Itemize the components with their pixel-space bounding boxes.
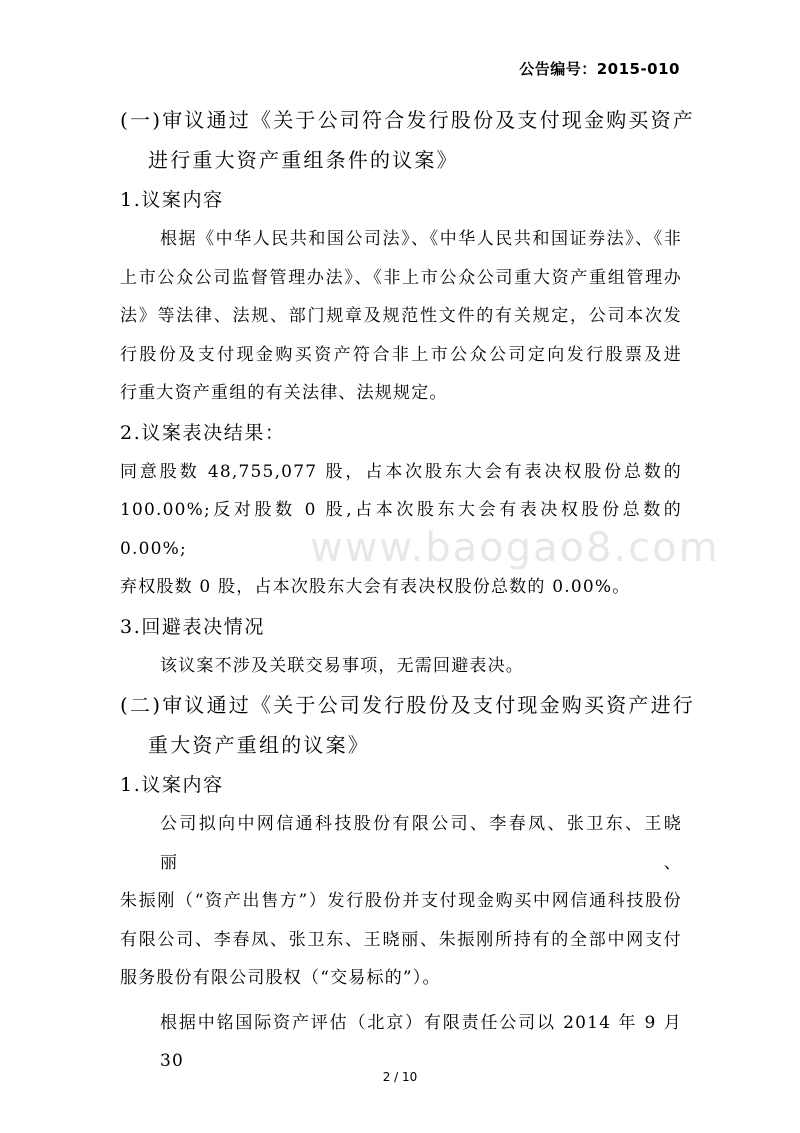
section2-title-line1: (二)审议通过《关于公司发行股份及支付现金购买资产进行 bbox=[120, 693, 696, 717]
section1-item2-heading: 2.议案表决结果： bbox=[120, 421, 286, 444]
paragraph-line: 公司拟向中网信通科技股份有限公司、李春凤、张卫东、王晓丽、 bbox=[160, 814, 682, 873]
paragraph-line: 服务股份有限公司股权（“交易标的”）。 bbox=[120, 968, 441, 988]
paragraph-line: 行股份及支付现金购买资产符合非上市公众公司定向发行股票及进 bbox=[120, 344, 682, 365]
section1-item3-text: 该议案不涉及关联交易事项，无需回避表决。 bbox=[160, 655, 524, 676]
paragraph-line: 朱振刚（“资产出售方”）发行股份并支付现金购买中网信通科技股份 bbox=[120, 891, 682, 911]
section1-vote-results bbox=[120, 453, 682, 607]
section1-title-line1: (一)审议通过《关于公司符合发行股份及支付现金购买资产 bbox=[120, 108, 696, 132]
paragraph-line: 法》等法律、法规、部门规章及规范性文件的有关规定，公司本次发 bbox=[120, 306, 682, 326]
page-number: 2 / 10 bbox=[382, 1070, 418, 1084]
section2-item1-paragraph bbox=[120, 805, 682, 998]
vote-line-oppose: 100.00%;反对股数 0 股,占本次股东大会有表决权股份总数的 0.00%; bbox=[120, 500, 682, 559]
section1-title-line2: 进行重大资产重组条件的议案》 bbox=[148, 148, 459, 172]
section2-paragraph2-line: 根据中铭国际资产评估（北京）有限责任公司以 2014 年 9 月 30 bbox=[160, 1012, 682, 1071]
section2-item1-heading: 1.议案内容 bbox=[120, 774, 224, 796]
paragraph-line: 行重大资产重组的有关法律、法规规定。 bbox=[120, 383, 448, 403]
paragraph-line: 有限公司、李春凤、张卫东、王晓丽、朱振刚所持有的全部中网支付 bbox=[120, 929, 682, 950]
section1-item1-heading: 1.议案内容 bbox=[120, 189, 224, 211]
vote-line-approve: 同意股数 48,755,077 股，占本次股东大会有表决权股份总数的 bbox=[120, 461, 682, 482]
vote-line-abstain: 弃权股数 0 股，占本次股东大会有表决权股份总数的 0.00%。 bbox=[120, 577, 631, 597]
watermark: www.baogao8.com bbox=[310, 525, 720, 571]
section1-item1-paragraph bbox=[120, 220, 682, 413]
section2-title-line2: 重大资产重组的议案》 bbox=[148, 733, 370, 757]
paragraph-line: 上市公众公司监督管理办法》、《非上市公众公司重大资产重组管理办 bbox=[120, 267, 682, 288]
document-body bbox=[120, 100, 696, 1081]
paragraph-line: 根据《中华人民共和国公司法》、《中华人民共和国证券法》、《非 bbox=[160, 229, 682, 249]
section1-item3-heading: 3.回避表决情况 bbox=[120, 615, 265, 638]
announcement-number: 公告编号：2015-010 bbox=[519, 60, 680, 78]
